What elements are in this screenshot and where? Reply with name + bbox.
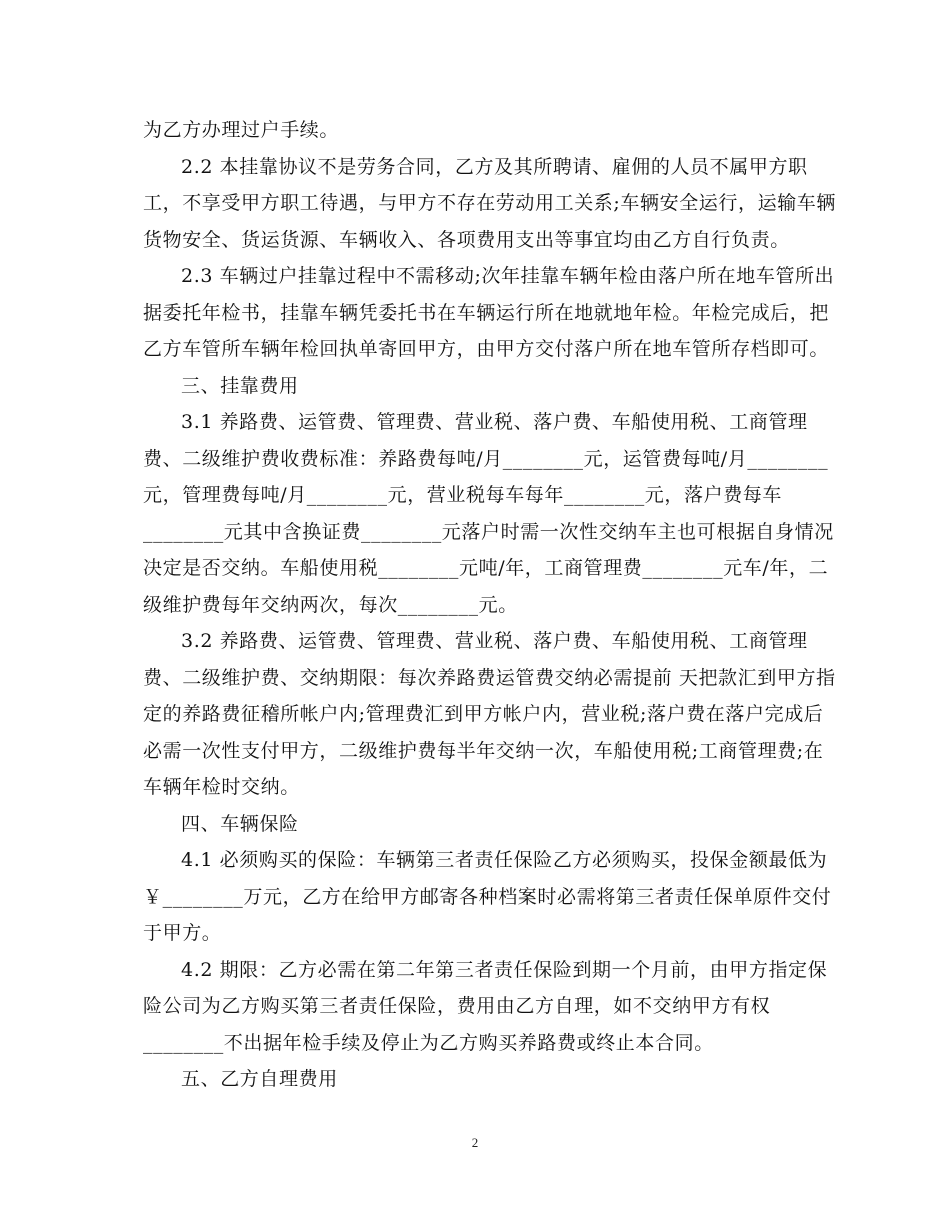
text-line: 4.2 期限：乙方必需在第二年第三者责任保险到期一个月前，由甲方指定保	[181, 958, 828, 981]
text-line: 四、车辆保险	[181, 812, 299, 835]
text-line: 决定是否交纳。车船使用税________元吨/年，工商管理费________元车/年，二	[143, 557, 829, 579]
text-line: ￥________万元，乙方在给甲方邮寄各种档案时必需将第三者责任保单原件交付	[143, 885, 832, 908]
text-line: 于甲方。	[143, 922, 222, 944]
text-line: 乙方车管所车辆年检回执单寄回甲方，由甲方交付落户所在地车管所存档即可。	[143, 338, 830, 360]
text-line: 3.1 养路费、运管费、管理费、营业税、落户费、车船使用税、工商管理	[181, 411, 808, 433]
text-line: 元，管理费每吨/月________元，营业税每车每年________元，落户费每车	[143, 484, 783, 506]
text-line: 级维护费每年交纳两次，每次________元。	[143, 593, 518, 616]
text-line: 费、二级维护费、交纳期限：每次养路费运管费交纳必需提前 天把款汇到甲方指	[143, 666, 836, 689]
text-line: 险公司为乙方购买第三者责任保险，费用由乙方自理，如不交纳甲方有权	[143, 995, 771, 1017]
text-line: 工，不享受甲方职工待遇，与甲方不存在劳动用工关系;车辆安全运行，运输车辆	[143, 192, 837, 214]
text-line: 车辆年检时交纳。	[143, 776, 300, 798]
text-line: 必需一次性支付甲方，二级维护费每半年交纳一次，车船使用税;工商管理费;在	[143, 739, 824, 762]
text-line: 费、二级维护费收费标准：养路费每吨/月________元，运管费每吨/月________	[143, 447, 829, 470]
text-line: 三、挂靠费用	[181, 374, 299, 397]
text-line: 4.1 必须购买的保险：车辆第三者责任保险乙方必须购买，投保金额最低为	[181, 849, 828, 871]
page-number: 2	[471, 1135, 479, 1150]
text-line: 据委托年检书，挂靠车辆凭委托书在车辆运行所在地就地年检。年检完成后，把	[143, 301, 830, 324]
text-line: 为乙方办理过户手续。	[143, 119, 340, 141]
text-line: 定的养路费征稽所帐户内;管理费汇到甲方帐户内，营业税;落户费在落户完成后	[143, 703, 824, 725]
text-line: 3.2 养路费、运管费、管理费、营业税、落户费、车船使用税、工商管理	[181, 630, 808, 652]
text-line: 货物安全、货运货源、车辆收入、各项费用支出等事宜均由乙方自行负责。	[143, 228, 790, 251]
text-line: 2.3 车辆过户挂靠过程中不需移动;次年挂靠车辆年检由落户所在地车管所出	[181, 265, 835, 287]
text-line: 五、乙方自理费用	[181, 1068, 338, 1090]
document-body	[143, 112, 837, 1098]
text-line: ________元其中含换证费________元落户时需一次性交纳车主也可根据自身情况	[143, 520, 834, 543]
text-line: ________不出据年检手续及停止为乙方购买养路费或终止本合同。	[143, 1031, 714, 1054]
text-line: 2.2 本挂靠协议不是劳务合同，乙方及其所聘请、雇佣的人员不属甲方职	[181, 155, 808, 178]
